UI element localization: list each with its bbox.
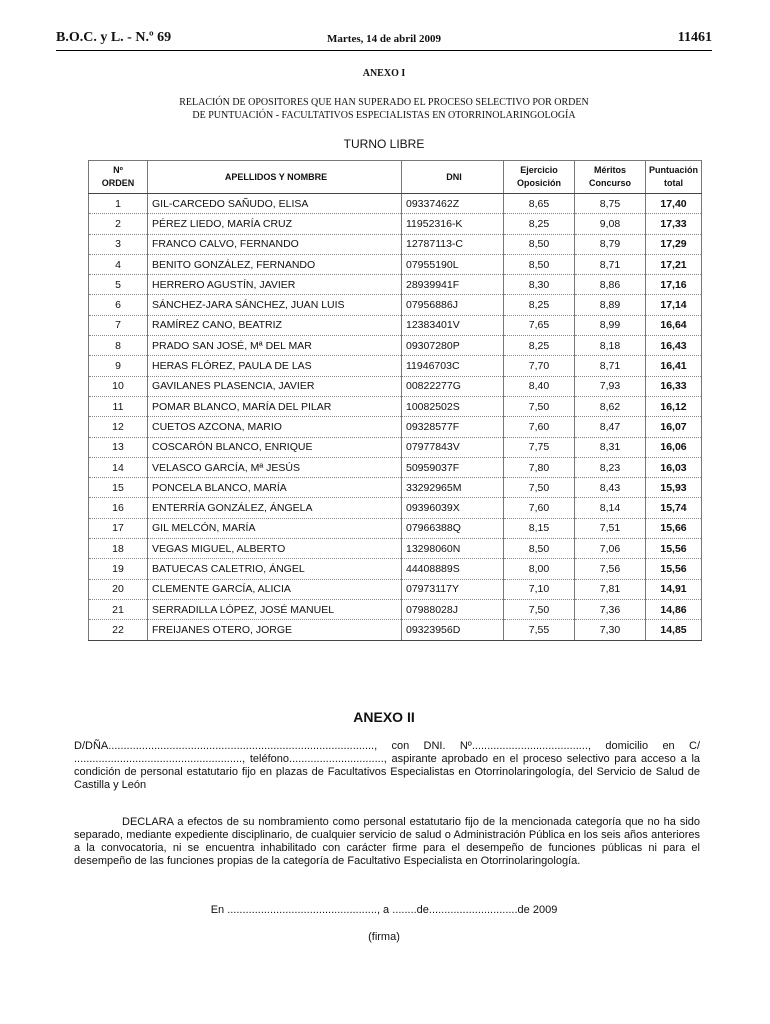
table-row [89, 457, 702, 477]
cell-orden: 4 [89, 254, 148, 274]
cell-meritos: 7,81 [575, 579, 646, 599]
cell-nombre: BATUECAS CALETRIO, ÁNGEL [148, 559, 402, 579]
cell-ejercicio: 7,55 [504, 620, 575, 640]
cell-meritos: 8,75 [575, 194, 646, 214]
cell-ejercicio: 8,40 [504, 376, 575, 396]
cell-meritos: 8,71 [575, 356, 646, 376]
cell-ejercicio: 8,65 [504, 194, 575, 214]
relacion-heading [56, 96, 712, 122]
cell-meritos: 7,93 [575, 376, 646, 396]
cell-orden: 11 [89, 396, 148, 416]
table-row [89, 620, 702, 640]
cell-ejercicio: 7,75 [504, 437, 575, 457]
table-row [89, 559, 702, 579]
cell-dni: 50959037F [402, 457, 504, 477]
cell-total: 17,14 [646, 295, 702, 315]
cell-ejercicio: 8,50 [504, 539, 575, 559]
cell-meritos: 8,62 [575, 396, 646, 416]
cell-total: 16,43 [646, 336, 702, 356]
cell-meritos: 7,36 [575, 599, 646, 619]
cell-dni: 09337462Z [402, 194, 504, 214]
cell-meritos: 7,30 [575, 620, 646, 640]
cell-total: 15,56 [646, 559, 702, 579]
cell-meritos: 8,23 [575, 457, 646, 477]
cell-dni: 07956886J [402, 295, 504, 315]
table-row [89, 214, 702, 234]
cell-total: 17,40 [646, 194, 702, 214]
publication-date: Martes, 14 de abril 2009 [327, 33, 441, 45]
cell-total: 15,66 [646, 518, 702, 538]
cell-meritos: 8,47 [575, 417, 646, 437]
cell-dni: 07977843V [402, 437, 504, 457]
col-ejercicio-line-1: Ejercicio [520, 165, 558, 175]
cell-dni: 11952316-K [402, 214, 504, 234]
cell-nombre: POMAR BLANCO, MARÍA DEL PILAR [148, 396, 402, 416]
cell-total: 17,21 [646, 254, 702, 274]
cell-orden: 8 [89, 336, 148, 356]
cell-dni: 07988028J [402, 599, 504, 619]
cell-meritos: 8,71 [575, 254, 646, 274]
cell-orden: 17 [89, 518, 148, 538]
page-header [56, 30, 712, 50]
table-header-row [89, 161, 702, 194]
table-row [89, 376, 702, 396]
header-rule [56, 50, 712, 51]
cell-nombre: GIL MELCÓN, MARÍA [148, 518, 402, 538]
cell-ejercicio: 7,60 [504, 498, 575, 518]
cell-dni: 13298060N [402, 539, 504, 559]
cell-ejercicio: 8,00 [504, 559, 575, 579]
cell-dni: 12787113-C [402, 234, 504, 254]
table-body [89, 194, 702, 641]
cell-meritos: 8,99 [575, 315, 646, 335]
anexo-2-title: ANEXO II [353, 709, 415, 725]
cell-ejercicio: 8,25 [504, 336, 575, 356]
cell-nombre: FRANCO CALVO, FERNANDO [148, 234, 402, 254]
cell-meritos: 8,86 [575, 275, 646, 295]
cell-ejercicio: 8,15 [504, 518, 575, 538]
cell-total: 17,16 [646, 275, 702, 295]
cell-orden: 5 [89, 275, 148, 295]
cell-nombre: GAVILANES PLASENCIA, JAVIER [148, 376, 402, 396]
col-ejercicio-line-2: Oposición [516, 178, 561, 188]
cell-nombre: SERRADILLA LÓPEZ, JOSÉ MANUEL [148, 599, 402, 619]
cell-nombre: RAMÍREZ CANO, BEATRIZ [148, 315, 402, 335]
cell-dni: 07966388Q [402, 518, 504, 538]
col-orden [89, 161, 148, 194]
cell-nombre: PONCELA BLANCO, MARÍA [148, 478, 402, 498]
cell-meritos: 7,56 [575, 559, 646, 579]
cell-ejercicio: 8,50 [504, 234, 575, 254]
cell-orden: 12 [89, 417, 148, 437]
cell-orden: 15 [89, 478, 148, 498]
table-row [89, 417, 702, 437]
cell-total: 15,56 [646, 539, 702, 559]
table-row [89, 518, 702, 538]
cell-orden: 10 [89, 376, 148, 396]
cell-meritos: 8,89 [575, 295, 646, 315]
table-row [89, 254, 702, 274]
col-nombre: APELLIDOS Y NOMBRE [148, 161, 402, 194]
cell-ejercicio: 7,10 [504, 579, 575, 599]
table-row [89, 356, 702, 376]
cell-ejercicio: 7,70 [504, 356, 575, 376]
cell-total: 16,12 [646, 396, 702, 416]
col-puntuacion [646, 161, 702, 194]
cell-nombre: CLEMENTE GARCÍA, ALICIA [148, 579, 402, 599]
cell-ejercicio: 7,65 [504, 315, 575, 335]
cell-dni: 12383401V [402, 315, 504, 335]
cell-meritos: 8,43 [575, 478, 646, 498]
cell-orden: 22 [89, 620, 148, 640]
cell-dni: 44408889S [402, 559, 504, 579]
cell-nombre: ENTERRÍA GONZÁLEZ, ÁNGELA [148, 498, 402, 518]
cell-meritos: 8,18 [575, 336, 646, 356]
relacion-line-1: RELACIÓN DE OPOSITORES QUE HAN SUPERADO EL PROCESO SELECTIVO POR ORDEN [179, 97, 589, 108]
cell-nombre: PRADO SAN JOSÉ, Mª DEL MAR [148, 336, 402, 356]
cell-total: 16,06 [646, 437, 702, 457]
cell-dni: 10082502S [402, 396, 504, 416]
cell-orden: 13 [89, 437, 148, 457]
cell-total: 16,07 [646, 417, 702, 437]
table-row [89, 275, 702, 295]
cell-ejercicio: 7,50 [504, 599, 575, 619]
cell-total: 15,74 [646, 498, 702, 518]
cell-meritos: 9,08 [575, 214, 646, 234]
cell-dni: 11946703C [402, 356, 504, 376]
cell-nombre: BENITO GONZÁLEZ, FERNANDO [148, 254, 402, 274]
col-ejercicio [504, 161, 575, 194]
col-orden-line-2: ORDEN [101, 178, 135, 188]
col-meritos-line-2: Concurso [588, 178, 631, 188]
table-row [89, 599, 702, 619]
cell-total: 14,86 [646, 599, 702, 619]
cell-orden: 16 [89, 498, 148, 518]
page-number: 11461 [677, 30, 712, 45]
turno-label: TURNO LIBRE [343, 137, 425, 151]
declaration-identity-paragraph: D/DÑA......................................................................................., con DNI. Nº......................................, domicilio en C/ ......................................................., teléfono..............................., aspirante aprobado en el proceso selectivo para acceso a la condición de personal estatutario fijo en plazas de Facultativos Especialistas en Otorrinolaringología, del Servicio de Salud de Castilla y León [74, 740, 700, 791]
cell-dni: 00822277G [402, 376, 504, 396]
cell-ejercicio: 7,80 [504, 457, 575, 477]
cell-ejercicio: 7,50 [504, 396, 575, 416]
cell-orden: 20 [89, 579, 148, 599]
cell-ejercicio: 8,25 [504, 295, 575, 315]
signature-line: (firma) [368, 931, 400, 943]
cell-ejercicio: 8,50 [504, 254, 575, 274]
cell-nombre: GIL-CARCEDO SAÑUDO, ELISA [148, 194, 402, 214]
cell-nombre: PÉREZ LIEDO, MARÍA CRUZ [148, 214, 402, 234]
cell-dni: 33292965M [402, 478, 504, 498]
cell-ejercicio: 7,60 [504, 417, 575, 437]
cell-orden: 1 [89, 194, 148, 214]
cell-orden: 19 [89, 559, 148, 579]
cell-total: 17,33 [646, 214, 702, 234]
cell-nombre: HERAS FLÓREZ, PAULA DE LAS [148, 356, 402, 376]
cell-ejercicio: 8,25 [504, 214, 575, 234]
table-row [89, 437, 702, 457]
cell-nombre: COSCARÓN BLANCO, ENRIQUE [148, 437, 402, 457]
cell-dni: 07955190L [402, 254, 504, 274]
table-row [89, 295, 702, 315]
cell-total: 16,64 [646, 315, 702, 335]
cell-nombre: CUETOS AZCONA, MARIO [148, 417, 402, 437]
cell-orden: 3 [89, 234, 148, 254]
relacion-line-2: DE PUNTUACIÓN - FACULTATIVOS ESPECIALISTAS EN OTORRINOLARINGOLOGÍA [192, 110, 576, 121]
table-row [89, 478, 702, 498]
cell-nombre: SÁNCHEZ-JARA SÁNCHEZ, JUAN LUIS [148, 295, 402, 315]
cell-nombre: HERRERO AGUSTÍN, JAVIER [148, 275, 402, 295]
cell-dni: 09328577F [402, 417, 504, 437]
cell-meritos: 7,06 [575, 539, 646, 559]
cell-orden: 18 [89, 539, 148, 559]
cell-orden: 7 [89, 315, 148, 335]
place-date-line: En ................................................., a ........de.............................de 2009 [210, 904, 558, 916]
cell-orden: 14 [89, 457, 148, 477]
cell-dni: 09396039X [402, 498, 504, 518]
cell-nombre: FREIJANES OTERO, JORGE [148, 620, 402, 640]
col-puntuacion-line-2: total [664, 178, 683, 188]
cell-meritos: 8,14 [575, 498, 646, 518]
table-row [89, 539, 702, 559]
table-row [89, 396, 702, 416]
cell-dni: 09307280P [402, 336, 504, 356]
cell-total: 15,93 [646, 478, 702, 498]
table-row [89, 336, 702, 356]
cell-total: 17,29 [646, 234, 702, 254]
table-row [89, 315, 702, 335]
cell-orden: 21 [89, 599, 148, 619]
table-row [89, 194, 702, 214]
cell-total: 16,41 [646, 356, 702, 376]
cell-meritos: 8,79 [575, 234, 646, 254]
col-meritos [575, 161, 646, 194]
cell-dni: 09323956D [402, 620, 504, 640]
cell-total: 16,03 [646, 457, 702, 477]
col-meritos-line-1: Méritos [593, 165, 626, 175]
cell-meritos: 8,31 [575, 437, 646, 457]
cell-orden: 9 [89, 356, 148, 376]
cell-dni: 28939941F [402, 275, 504, 295]
table-row [89, 234, 702, 254]
cell-total: 16,33 [646, 376, 702, 396]
col-puntuacion-line-1: Puntuación [649, 165, 698, 175]
cell-orden: 2 [89, 214, 148, 234]
cell-ejercicio: 7,50 [504, 478, 575, 498]
col-dni: DNI [402, 161, 504, 194]
cell-nombre: VEGAS MIGUEL, ALBERTO [148, 539, 402, 559]
table-row [89, 579, 702, 599]
opositores-table [88, 160, 702, 641]
col-orden-line-1: Nº [113, 165, 123, 175]
cell-nombre: VELASCO GARCÍA, Mª JESÚS [148, 457, 402, 477]
cell-total: 14,91 [646, 579, 702, 599]
cell-dni: 07973117Y [402, 579, 504, 599]
declaration-paragraph: DECLARA a efectos de su nombramiento como personal estatutario fijo de la mencionada categoría que no ha sido separado, mediante expediente disciplinario, de cualquier servicio de salud o Administración Pública en los seis años anteriores a la convocatoria, ni se encuentra inhabilitado con carácter firme para el desempeño de funciones públicas ni para el desempeño de las funciones propias de la categoría de Facultativo Especialista en Otorrinolaringología. [74, 816, 700, 867]
cell-meritos: 7,51 [575, 518, 646, 538]
cell-total: 14,85 [646, 620, 702, 640]
anexo-1-title: ANEXO I [362, 68, 406, 79]
table-row [89, 498, 702, 518]
bulletin-number: B.O.C. y L. - N.º 69 [56, 30, 172, 45]
cell-orden: 6 [89, 295, 148, 315]
cell-ejercicio: 8,30 [504, 275, 575, 295]
